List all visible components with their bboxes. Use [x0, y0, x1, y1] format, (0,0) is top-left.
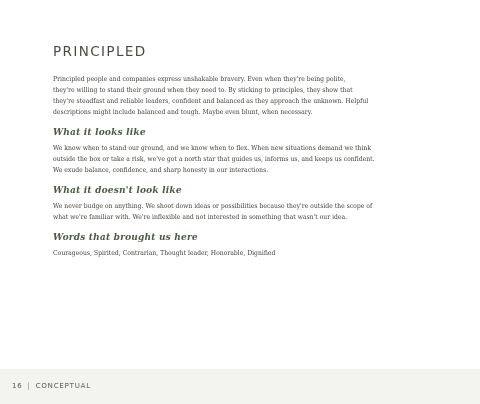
section-heading-doesnt-look-like: What it doesn't look like — [53, 186, 182, 196]
page-number: 16 — [12, 382, 23, 390]
section-heading-looks-like: What it looks like — [53, 128, 146, 138]
section-body-looks-like: We know when to stand our ground, and we know when to flex. When new situations demand we think outside the box or take a risk, we've got a north star that guides us, informs us, and keeps us confident. We exude balance, confidence, and sharp honesty in our interactions. — [53, 145, 375, 174]
section-body-words: Courageous, Spirited, Contrarian, Thought leader, Honorable, Dignified — [53, 250, 276, 257]
page-content — [53, 44, 398, 259]
footer-label — [12, 382, 91, 390]
intro-paragraph: Principled people and companies express unshakable bravery. Even when they're being polite, they're willing to stand their ground when they need to. By sticking to principles, they show that they're steadfast and reliable leaders, confident and balanced as they approach the unknown. Helpful descriptions might include balanced and tough. Maybe even blunt, when necessary. — [53, 76, 369, 116]
footer-section-name: CONCEPTUAL — [35, 382, 91, 390]
footer-separator: | — [27, 382, 31, 390]
section-heading-words: Words that brought us here — [53, 233, 198, 243]
section-body-doesnt-look-like: We never budge on anything. We shoot down ideas or possibilities because they're outside the scope of what we're familiar with. We're inflexible and not interested in something that wasn't our idea. — [53, 203, 373, 221]
page-title: PRINCIPLED — [53, 44, 147, 60]
